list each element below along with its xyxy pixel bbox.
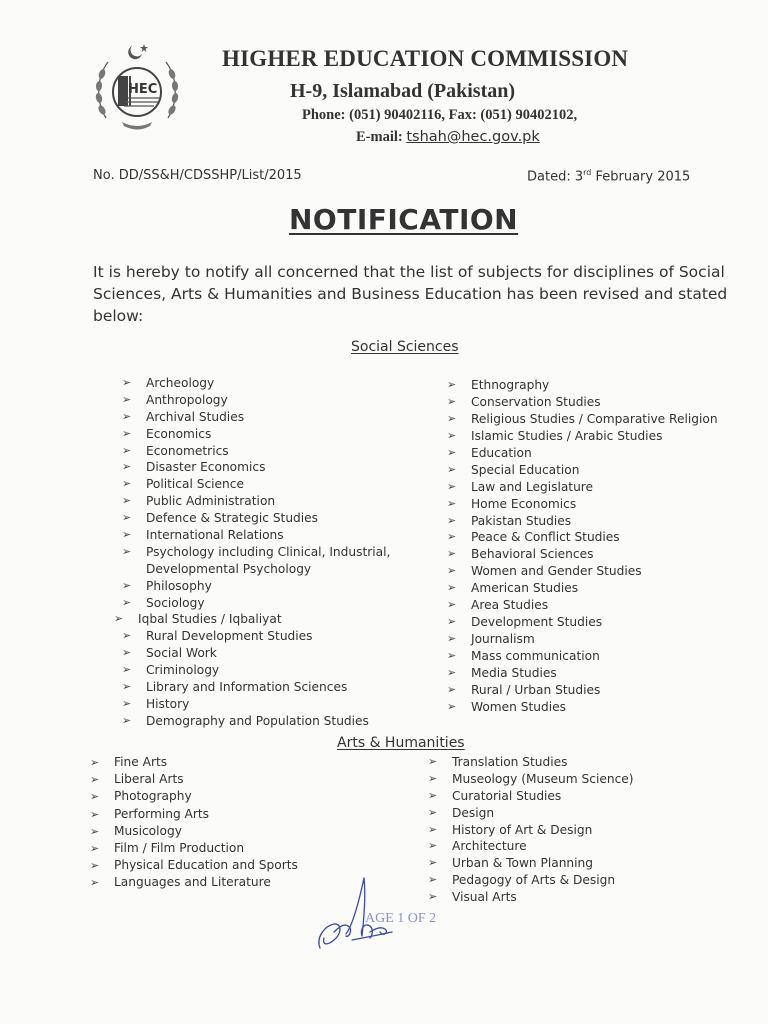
- list-item: ➢ Criminology: [122, 662, 390, 679]
- list-item: ➢ Design: [428, 805, 634, 822]
- social-sciences-heading: Social Sciences: [351, 339, 459, 355]
- list-item: ➢ History: [122, 696, 390, 713]
- arts-humanities-heading: Arts & Humanities: [337, 735, 465, 751]
- list-item: ➢ History of Art & Design: [428, 822, 634, 839]
- list-item: ➢ Development Studies: [447, 614, 718, 631]
- list-item: ➢ Musicology: [90, 823, 298, 840]
- list-item: ➢ Education: [447, 445, 718, 462]
- list-item: ➢ Fine Arts: [90, 754, 298, 771]
- list-item: ➢ Behavioral Sciences: [447, 546, 718, 563]
- list-item: ➢ Archeology: [122, 375, 390, 392]
- social-sciences-left-list: [122, 375, 390, 730]
- list-item-continuation: Developmental Psychology: [146, 561, 312, 576]
- arts-humanities-left-list: [90, 754, 298, 892]
- list-item: ➢ Languages and Literature: [90, 874, 298, 891]
- list-item: ➢ Peace & Conflict Studies: [447, 529, 718, 546]
- list-item: ➢ Architecture: [428, 838, 634, 855]
- list-item: ➢ Rural Development Studies: [122, 628, 390, 645]
- list-item: ➢ International Relations: [122, 527, 390, 544]
- list-item: ➢ Archival Studies: [122, 409, 390, 426]
- list-item: ➢ Media Studies: [447, 665, 718, 682]
- signature: [312, 866, 422, 956]
- list-item: ➢ Sociology: [122, 595, 390, 612]
- list-item: ➢ Islamic Studies / Arabic Studies: [447, 428, 718, 445]
- list-item: ➢ Pedagogy of Arts & Design: [428, 872, 634, 889]
- list-item: ➢ Demography and Population Studies: [122, 713, 390, 730]
- date-suffix: rd: [583, 168, 592, 177]
- list-item: ➢ Rural / Urban Studies: [447, 682, 718, 699]
- list-item: ➢ Film / Film Production: [90, 840, 298, 857]
- list-item: ➢ Conservation Studies: [447, 394, 718, 411]
- list-item: ➢ Urban & Town Planning: [428, 855, 634, 872]
- org-email-row: [356, 129, 540, 146]
- list-item: ➢ Law and Legislature: [447, 479, 718, 496]
- list-item: ➢ Museology (Museum Science): [428, 771, 634, 788]
- list-item: ➢ Economics: [122, 426, 390, 443]
- list-item: ➢ Library and Information Sciences: [122, 679, 390, 696]
- notification-title: NOTIFICATION: [289, 203, 519, 236]
- list-item: ➢ Home Economics: [447, 496, 718, 513]
- list-item: ➢ Photography: [90, 788, 298, 805]
- list-item: ➢ Anthropology: [122, 392, 390, 409]
- email-label: E-mail:: [356, 129, 407, 145]
- date-line: [527, 168, 690, 184]
- list-item: ➢ Public Administration: [122, 493, 390, 510]
- date-rest: February 2015: [591, 169, 691, 185]
- list-item: ➢ Physical Education and Sports: [90, 857, 298, 874]
- list-item: ➢ Special Education: [447, 462, 718, 479]
- list-item: ➢ Women Studies: [447, 699, 718, 716]
- list-item: ➢ Ethnography: [447, 377, 718, 394]
- list-item: ➢ Disaster Economics: [122, 459, 390, 476]
- list-item: ➢ Mass communication: [447, 648, 718, 665]
- list-item: ➢ Journalism: [447, 631, 718, 648]
- date-label: Dated: 3: [527, 169, 584, 185]
- list-item: ➢ Political Science: [122, 476, 390, 493]
- arts-humanities-right-list: [428, 754, 634, 906]
- list-item: ➢ Psychology including Clinical, Industrial,: [122, 544, 390, 561]
- list-item: ➢ Iqbal Studies / Iqbaliyat: [114, 611, 390, 628]
- list-item: ➢ Women and Gender Studies: [447, 563, 718, 580]
- list-item: ➢ Defence & Strategic Studies: [122, 510, 390, 527]
- intro-paragraph: It is hereby to notify all concerned that the list of subjects for disciplines of Social Sciences, Arts & Humanities and Business Education has been revised and stated below:: [93, 263, 728, 325]
- list-item: ➢ Pakistan Studies: [447, 513, 718, 530]
- list-item: ➢ Performing Arts: [90, 806, 298, 823]
- email-link[interactable]: tshah@hec.gov.pk: [406, 129, 540, 145]
- list-item: ➢ Religious Studies / Comparative Religion: [447, 411, 718, 428]
- list-item: ➢ Liberal Arts: [90, 771, 298, 788]
- list-item: ➢ Translation Studies: [428, 754, 634, 771]
- list-item: ➢ Visual Arts: [428, 889, 634, 906]
- social-sciences-right-list: [447, 377, 718, 716]
- logo-text: HEC: [128, 82, 158, 97]
- list-item: ➢ Econometrics: [122, 443, 390, 460]
- list-item: ➢ Area Studies: [447, 597, 718, 614]
- org-address: H-9, Islamabad (Pakistan): [290, 80, 516, 102]
- list-item: ➢ Social Work: [122, 645, 390, 662]
- page-number: AGE 1 OF 2: [365, 911, 437, 926]
- list-item: ➢ Philosophy: [122, 578, 390, 595]
- list-item: ➢ American Studies: [447, 580, 718, 597]
- org-phone: Phone: (051) 90402116, Fax: (051) 90402102,: [302, 107, 578, 123]
- list-item: ➢ Curatorial Studies: [428, 788, 634, 805]
- reference-number: No. DD/SS&H/CDSSHP/List/2015: [93, 168, 302, 183]
- org-name: HIGHER EDUCATION COMMISSION: [222, 46, 629, 71]
